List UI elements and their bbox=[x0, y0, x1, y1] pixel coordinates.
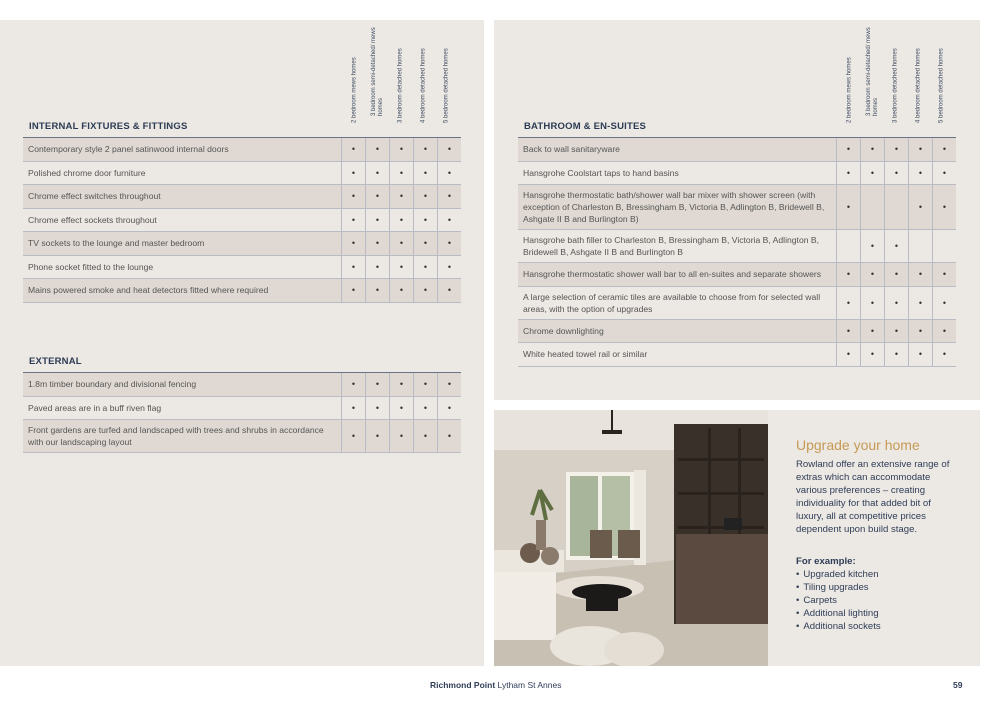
availability-dot: • bbox=[390, 161, 414, 185]
availability-dot bbox=[861, 185, 885, 230]
availability-dot: • bbox=[414, 373, 438, 397]
availability-dot: • bbox=[861, 343, 885, 367]
row-label: Hansgrohe Coolstart taps to hand basins bbox=[518, 161, 837, 185]
availability-dot: • bbox=[390, 373, 414, 397]
availability-dot: • bbox=[390, 396, 414, 420]
availability-dot: • bbox=[366, 396, 390, 420]
availability-dot: • bbox=[414, 279, 438, 303]
availability-dot: • bbox=[837, 286, 861, 319]
table-row bbox=[518, 185, 956, 230]
table-row bbox=[23, 161, 461, 185]
upgrade-title: Upgrade your home bbox=[796, 437, 920, 453]
availability-dot: • bbox=[414, 255, 438, 279]
availability-dot: • bbox=[342, 185, 366, 209]
row-label: Polished chrome door furniture bbox=[23, 161, 342, 185]
availability-dot: • bbox=[414, 396, 438, 420]
internal-column-headers bbox=[343, 27, 459, 130]
availability-dot: • bbox=[390, 138, 414, 162]
table-row bbox=[518, 138, 956, 162]
row-label: TV sockets to the lounge and master bedroom bbox=[23, 232, 342, 256]
availability-dot bbox=[909, 230, 933, 263]
row-label: Hansgrohe bath filler to Charleston B, Bressingham B, Victoria B, Adlington B, Bridewell B, Ashgate II B and Burlington B bbox=[518, 230, 837, 263]
column-header: 4 bedroom detached homes bbox=[915, 48, 922, 123]
availability-dot: • bbox=[366, 161, 390, 185]
living-room-photo bbox=[494, 410, 768, 666]
row-label: White heated towel rail or similar bbox=[518, 343, 837, 367]
availability-dot: • bbox=[366, 138, 390, 162]
availability-dot: • bbox=[438, 396, 462, 420]
bathroom-column-headers bbox=[838, 27, 954, 130]
external-table bbox=[23, 372, 461, 453]
table-row bbox=[23, 208, 461, 232]
availability-dot: • bbox=[885, 230, 909, 263]
availability-dot: • bbox=[366, 373, 390, 397]
availability-dot: • bbox=[342, 232, 366, 256]
availability-dot: • bbox=[933, 263, 957, 287]
availability-dot: • bbox=[933, 185, 957, 230]
table-row bbox=[23, 185, 461, 209]
availability-dot: • bbox=[861, 286, 885, 319]
availability-dot: • bbox=[414, 138, 438, 162]
availability-dot: • bbox=[342, 373, 366, 397]
availability-dot: • bbox=[885, 263, 909, 287]
availability-dot: • bbox=[342, 279, 366, 303]
row-label: Phone socket fitted to the lounge bbox=[23, 255, 342, 279]
table-row bbox=[23, 255, 461, 279]
availability-dot: • bbox=[909, 286, 933, 319]
footer-brand: Richmond Point bbox=[430, 680, 496, 690]
availability-dot: • bbox=[390, 232, 414, 256]
availability-dot: • bbox=[861, 138, 885, 162]
row-label: Chrome effect sockets throughout bbox=[23, 208, 342, 232]
availability-dot: • bbox=[909, 185, 933, 230]
availability-dot: • bbox=[885, 161, 909, 185]
availability-dot: • bbox=[342, 420, 366, 453]
row-label: Chrome effect switches throughout bbox=[23, 185, 342, 209]
availability-dot: • bbox=[438, 161, 462, 185]
availability-dot: • bbox=[414, 161, 438, 185]
external-section-title: EXTERNAL bbox=[29, 356, 82, 367]
column-header: 3 bedroom semi-detached/ mews homes bbox=[865, 27, 879, 116]
availability-dot: • bbox=[861, 319, 885, 343]
list-item: • Additional sockets bbox=[796, 620, 881, 633]
availability-dot: • bbox=[909, 161, 933, 185]
row-label: Hansgrohe thermostatic bath/shower wall bar mixer with shower screen (with exception of Charleston B, Bressingham B, Victoria B, Adlington B, Bridewell B, Ashgate II B and Burlington B) bbox=[518, 185, 837, 230]
column-header: 3 bedroom detached homes bbox=[892, 48, 899, 123]
table-row bbox=[23, 138, 461, 162]
table-row bbox=[23, 420, 461, 453]
availability-dot: • bbox=[909, 138, 933, 162]
table-row bbox=[518, 230, 956, 263]
availability-dot: • bbox=[861, 263, 885, 287]
availability-dot: • bbox=[438, 185, 462, 209]
availability-dot: • bbox=[909, 319, 933, 343]
list-item: • Additional lighting bbox=[796, 607, 881, 620]
row-label: A large selection of ceramic tiles are available to choose from for selected wall areas, with the option of upgrades bbox=[518, 286, 837, 319]
row-label: Paved areas are in a buff riven flag bbox=[23, 396, 342, 420]
availability-dot: • bbox=[414, 232, 438, 256]
column-header: 5 bedroom detached homes bbox=[938, 48, 945, 123]
availability-dot: • bbox=[837, 263, 861, 287]
internal-table bbox=[23, 137, 461, 303]
availability-dot: • bbox=[885, 319, 909, 343]
availability-dot: • bbox=[933, 343, 957, 367]
row-label: Contemporary style 2 panel satinwood internal doors bbox=[23, 138, 342, 162]
availability-dot: • bbox=[414, 208, 438, 232]
availability-dot: • bbox=[390, 185, 414, 209]
row-label: Chrome downlighting bbox=[518, 319, 837, 343]
availability-dot: • bbox=[390, 208, 414, 232]
row-label: Mains powered smoke and heat detectors fitted where required bbox=[23, 279, 342, 303]
availability-dot: • bbox=[438, 279, 462, 303]
availability-dot: • bbox=[438, 420, 462, 453]
column-header: 2 bedroom mews homes bbox=[846, 57, 853, 123]
row-label: Back to wall sanitaryware bbox=[518, 138, 837, 162]
table-row bbox=[518, 319, 956, 343]
availability-dot: • bbox=[885, 343, 909, 367]
row-label: Hansgrohe thermostatic shower wall bar to all en-suites and separate showers bbox=[518, 263, 837, 287]
table-row bbox=[23, 232, 461, 256]
availability-dot: • bbox=[366, 185, 390, 209]
row-label: Front gardens are turfed and landscaped with trees and shrubs in accordance with our landscaping layout bbox=[23, 420, 342, 453]
column-header: 3 bedroom detached homes bbox=[397, 48, 404, 123]
column-header: 3 bedroom semi-detached/ mews homes bbox=[370, 27, 384, 116]
availability-dot: • bbox=[366, 232, 390, 256]
availability-dot: • bbox=[438, 208, 462, 232]
upgrade-body: Rowland offer an extensive range of extras which can accommodate various preferences – creating individuality for that added bit of luxury, all at competitive prices dependent upon build stage. bbox=[796, 459, 950, 535]
footer-location bbox=[430, 680, 562, 690]
table-row bbox=[518, 263, 956, 287]
availability-dot bbox=[837, 230, 861, 263]
availability-dot: • bbox=[342, 208, 366, 232]
availability-dot: • bbox=[837, 319, 861, 343]
list-item: • Upgraded kitchen bbox=[796, 568, 881, 581]
availability-dot: • bbox=[438, 138, 462, 162]
footer-town: Lytham St Annes bbox=[497, 680, 562, 690]
availability-dot: • bbox=[342, 161, 366, 185]
availability-dot: • bbox=[933, 319, 957, 343]
list-item: • Tiling upgrades bbox=[796, 581, 881, 594]
table-row bbox=[23, 373, 461, 397]
availability-dot: • bbox=[366, 208, 390, 232]
availability-dot: • bbox=[885, 286, 909, 319]
availability-dot: • bbox=[366, 279, 390, 303]
availability-dot: • bbox=[366, 255, 390, 279]
table-row bbox=[23, 279, 461, 303]
page-number: 59 bbox=[953, 680, 963, 690]
availability-dot: • bbox=[438, 232, 462, 256]
availability-dot: • bbox=[438, 255, 462, 279]
availability-dot: • bbox=[390, 279, 414, 303]
availability-dot bbox=[885, 185, 909, 230]
example-list bbox=[796, 568, 881, 633]
availability-dot: • bbox=[861, 161, 885, 185]
availability-dot: • bbox=[885, 138, 909, 162]
living-room-illustration bbox=[494, 410, 768, 666]
column-header: 5 bedroom detached homes bbox=[443, 48, 450, 123]
availability-dot: • bbox=[909, 263, 933, 287]
column-header: 4 bedroom detached homes bbox=[420, 48, 427, 123]
availability-dot: • bbox=[390, 420, 414, 453]
availability-dot: • bbox=[414, 420, 438, 453]
availability-dot: • bbox=[837, 138, 861, 162]
availability-dot: • bbox=[414, 185, 438, 209]
availability-dot: • bbox=[837, 161, 861, 185]
availability-dot bbox=[933, 230, 957, 263]
column-header: 2 bedroom mews homes bbox=[351, 57, 358, 123]
table-row bbox=[23, 396, 461, 420]
availability-dot: • bbox=[342, 255, 366, 279]
availability-dot: • bbox=[933, 161, 957, 185]
table-row bbox=[518, 161, 956, 185]
availability-dot: • bbox=[909, 343, 933, 367]
internal-section-title: INTERNAL FIXTURES & FITTINGS bbox=[29, 121, 188, 132]
availability-dot: • bbox=[342, 138, 366, 162]
availability-dot: • bbox=[837, 343, 861, 367]
example-title: For example: bbox=[796, 556, 856, 567]
availability-dot: • bbox=[933, 138, 957, 162]
row-label: 1.8m timber boundary and divisional fencing bbox=[23, 373, 342, 397]
bathroom-section-title: BATHROOM & EN-SUITES bbox=[524, 121, 647, 132]
availability-dot: • bbox=[366, 420, 390, 453]
availability-dot: • bbox=[438, 373, 462, 397]
list-item: • Carpets bbox=[796, 594, 881, 607]
availability-dot: • bbox=[837, 185, 861, 230]
bathroom-table bbox=[518, 137, 956, 367]
table-row bbox=[518, 343, 956, 367]
availability-dot: • bbox=[390, 255, 414, 279]
availability-dot: • bbox=[933, 286, 957, 319]
availability-dot: • bbox=[342, 396, 366, 420]
table-row bbox=[518, 286, 956, 319]
availability-dot: • bbox=[861, 230, 885, 263]
